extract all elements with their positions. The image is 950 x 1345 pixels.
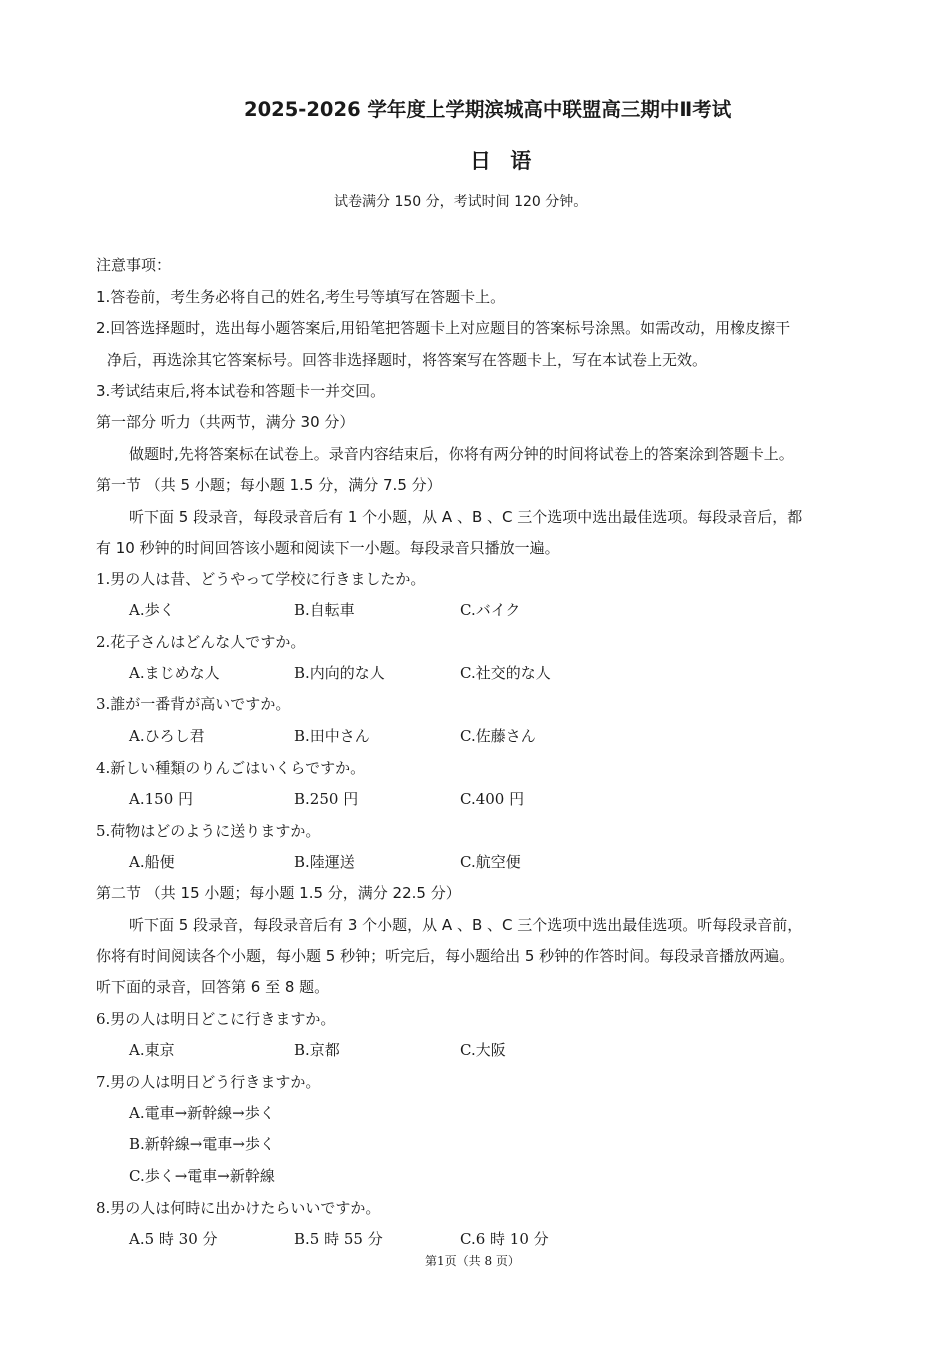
option-c: C.バイク [460,601,521,619]
question-stem: 8.男の人は何時に出かけたらいいですか。 [96,1199,381,1217]
notice-item-3: 3.考试结束后,将本试卷和答题卡一并交回。 [96,382,386,400]
part1-heading: 第一部分 听力（共两节，满分 30 分） [96,413,355,431]
option-b: B.5 時 55 分 [294,1230,383,1248]
option-a: A.東京 [129,1041,175,1059]
question-stem: 5.荷物はどのように送りますか。 [96,822,321,840]
option-a: A.ひろし君 [129,727,205,745]
option-b: B.新幹線→電車→歩く [129,1135,275,1153]
option-a: A.5 時 30 分 [129,1230,218,1248]
page-number: 第1页（共 8 页） [425,1254,520,1268]
option-c: C.佐藤さん [460,727,536,745]
option-c: C.大阪 [460,1041,506,1059]
option-b: B.250 円 [294,790,359,808]
section1-heading: 第一节 （共 5 小题；每小题 1.5 分，满分 7.5 分） [96,476,442,494]
option-b: B.京都 [294,1041,340,1059]
section2-instruction-line-3: 听下面的录音，回答第 6 至 8 题。 [96,978,330,996]
exam-title: 2025-2026 学年度上学期滨城高中联盟高三期中Ⅱ考试 [244,98,732,121]
section1-instruction-line-2: 有 10 秒钟的时间回答该小题和阅读下一小题。每段录音只播放一遍。 [96,539,560,557]
part1-instruction: 做题时,先将答案标在试卷上。录音内容结束后，你将有两分钟的时间将试卷上的答案涂到答题卡上。 [129,445,794,463]
question-stem: 7.男の人は明日どう行きますか。 [96,1073,321,1091]
section2-heading: 第二节 （共 15 小题；每小题 1.5 分，满分 22.5 分） [96,884,461,902]
section1-instruction-line-1: 听下面 5 段录音，每段录音后有 1 个小题，从 A 、B 、C 三个选项中选出最佳选项。每段录音后，都 [129,508,803,526]
notice-heading: 注意事项： [96,256,172,274]
section2-instruction-line-1: 听下面 5 段录音，每段录音后有 3 个小题，从 A 、B 、C 三个选项中选出最佳选项。听每段录音前， [129,916,803,934]
question-stem: 3.誰が一番背が高いですか。 [96,695,291,713]
option-c: C.6 時 10 分 [460,1230,549,1248]
option-a: A.まじめな人 [129,664,220,682]
option-b: B.内向的な人 [294,664,385,682]
option-c: C.航空便 [460,853,521,871]
question-stem: 6.男の人は明日どこに行きますか。 [96,1010,336,1028]
option-b: B.陸運送 [294,853,355,871]
notice-item-1: 1.答卷前，考生务必将自己的姓名,考生号等填写在答题卡上。 [96,288,506,306]
option-a: A.歩く [129,601,175,619]
question-stem: 1.男の人は昔、どうやって学校に行きましたか。 [96,570,426,588]
subject-title: 日 语 [470,149,538,173]
option-c: C.歩く→電車→新幹線 [129,1167,275,1185]
score-note: 试卷满分 150 分，考试时间 120 分钟。 [334,194,588,210]
notice-item-2-line-1: 2.回答选择题时，选出每小题答案后,用铅笔把答题卡上对应题目的答案标号涂黑。如需改动，用橡皮擦干 [96,319,791,337]
notice-item-2-line-2: 净后，再选涂其它答案标号。回答非选择题时，将答案写在答题卡上，写在本试卷上无效。 [107,351,708,369]
option-a: A.電車→新幹線→歩く [129,1104,275,1122]
option-b: B.田中さん [294,727,370,745]
option-c: C.400 円 [460,790,525,808]
option-b: B.自転車 [294,601,355,619]
option-a: A.150 円 [129,790,193,808]
section2-instruction-line-2: 你将有时间阅读各个小题，每小题 5 秒钟；听完后，每小题给出 5 秒钟的作答时间。每段录音播放两遍。 [96,947,795,965]
option-a: A.船便 [129,853,175,871]
option-c: C.社交的な人 [460,664,551,682]
question-stem: 4.新しい種類のりんごはいくらですか。 [96,759,366,777]
question-stem: 2.花子さんはどんな人ですか。 [96,633,306,651]
